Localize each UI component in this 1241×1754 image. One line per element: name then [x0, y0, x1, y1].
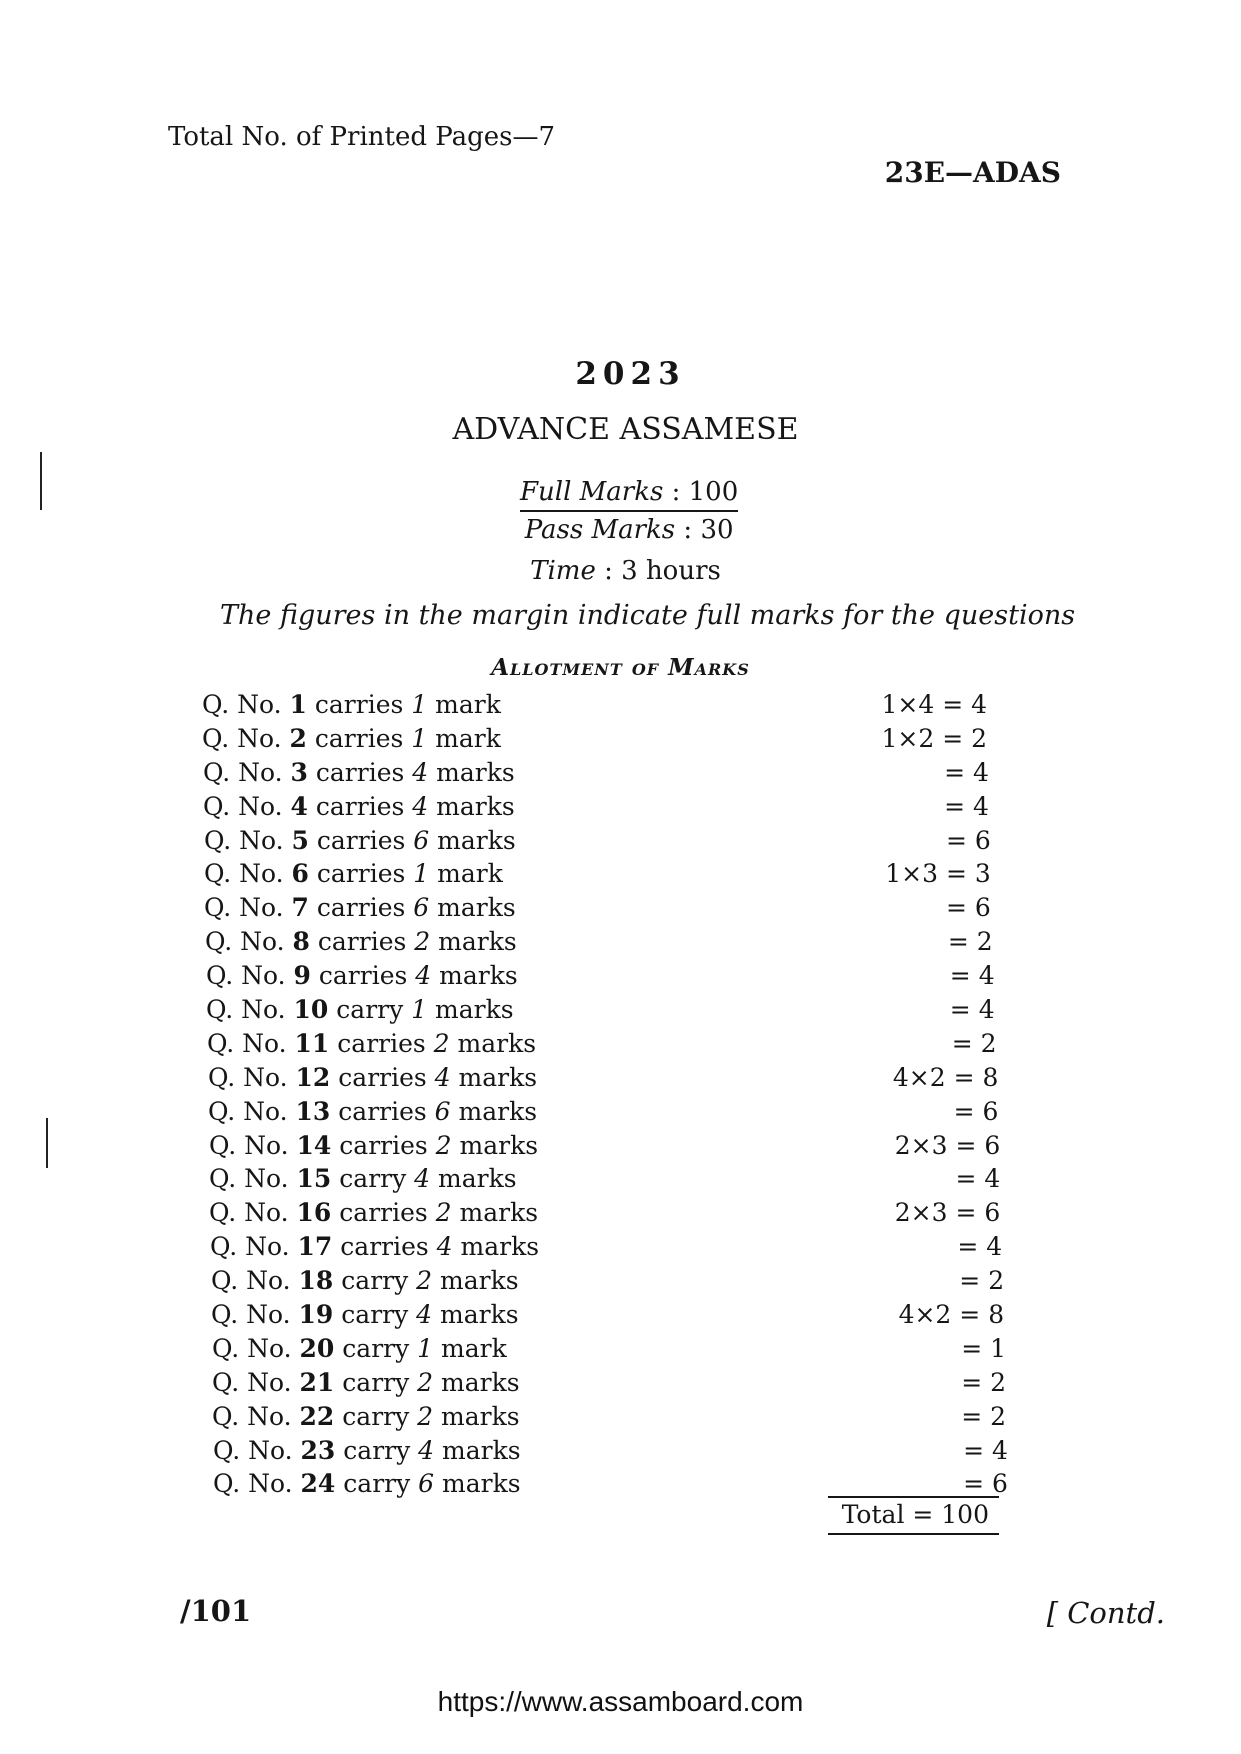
question-verb: carries	[318, 961, 408, 991]
question-mark-count: 4	[418, 1435, 435, 1465]
question-mark-unit: mark	[435, 690, 501, 719]
website-url: https://www.assamboard.com	[437, 1686, 804, 1717]
marks-value: 2	[976, 927, 993, 957]
question-mark-count: 1	[417, 1333, 434, 1363]
question-mark-unit: marks	[460, 1232, 540, 1262]
question-verb: carry	[339, 1164, 407, 1194]
scan-margin-mark	[46, 1118, 48, 1168]
question-mark-unit: marks	[439, 961, 518, 991]
question-mark-count: 6	[418, 1469, 435, 1499]
question-mark-count: 6	[413, 893, 430, 923]
allotment-marks-row	[881, 1298, 1004, 1332]
question-verb: carries	[314, 723, 404, 753]
question-prefix: Q. No.	[212, 1333, 292, 1363]
allotment-row	[202, 756, 539, 790]
question-prefix: Q. No.	[209, 1198, 289, 1228]
allotment-marks-row	[881, 824, 990, 858]
question-mark-count: 1	[413, 859, 430, 889]
question-mark-unit: marks	[458, 1062, 538, 1092]
marks-calculation: =	[945, 893, 967, 923]
allotment-marks-row	[881, 1400, 1006, 1434]
allotment-row	[202, 891, 539, 925]
marks-calculation: =	[963, 1469, 985, 1499]
question-number: 18	[298, 1266, 334, 1296]
question-verb: carries	[316, 893, 406, 923]
marks-calculation: 2×3 =	[894, 1130, 977, 1160]
marks-calculation: 1×4 =	[881, 690, 964, 719]
page-code: /101	[180, 1594, 252, 1628]
question-mark-unit: marks	[438, 1164, 517, 1194]
question-number: 10	[293, 995, 329, 1025]
allotment-row	[202, 1196, 539, 1230]
question-prefix: Q. No.	[212, 1401, 292, 1431]
question-number: 19	[298, 1300, 334, 1330]
allotment-marks-row	[881, 925, 992, 959]
question-mark-unit: mark	[441, 1333, 507, 1363]
marks-calculation: =	[961, 1401, 983, 1431]
marks-value: 6	[982, 1096, 999, 1126]
marks-calculation: 4×2 =	[892, 1062, 975, 1092]
question-mark-unit: marks	[441, 1401, 520, 1431]
marks-calculation: =	[947, 927, 969, 957]
question-prefix: Q. No.	[211, 1266, 291, 1296]
allotment-marks-row	[881, 1366, 1006, 1400]
question-number: 9	[293, 961, 311, 991]
marks-calculation: =	[963, 1435, 985, 1465]
question-mark-count: 2	[435, 1130, 452, 1160]
marks-value: 3	[974, 859, 991, 889]
marks-calculation: =	[959, 1266, 981, 1296]
question-verb: carries	[337, 1028, 426, 1058]
allotment-row	[202, 1095, 539, 1129]
question-number: 24	[300, 1469, 336, 1499]
allotment-row	[202, 1061, 539, 1095]
allotment-row	[202, 824, 539, 858]
question-number: 3	[290, 757, 308, 787]
question-prefix: Q. No.	[211, 1300, 291, 1330]
allotment-marks-row	[881, 1027, 996, 1061]
question-mark-unit: marks	[441, 1367, 520, 1397]
question-prefix: Q. No.	[208, 1062, 288, 1092]
question-number: 20	[299, 1333, 335, 1363]
question-number: 6	[291, 859, 309, 889]
question-verb: carries	[339, 1198, 428, 1228]
question-verb: carry	[343, 1435, 411, 1465]
marks-box	[520, 474, 738, 548]
allotment-marks-row	[881, 1129, 1000, 1163]
question-verb: carry	[343, 1469, 411, 1499]
question-mark-count: 4	[436, 1232, 453, 1262]
question-verb: carries	[338, 1062, 427, 1092]
question-verb: carry	[336, 995, 404, 1025]
question-prefix: Q. No.	[209, 1130, 289, 1160]
allotment-marks-row	[881, 1061, 998, 1095]
allotment-row	[202, 1332, 539, 1366]
marks-value: 4	[972, 791, 989, 821]
question-verb: carry	[342, 1333, 410, 1363]
allotment-marks-row	[881, 1434, 1007, 1468]
marks-value: 2	[990, 1401, 1006, 1431]
allotment-marks-row	[881, 891, 990, 925]
allotment-heading: Allotment of Marks	[491, 654, 750, 681]
question-prefix: Q. No.	[206, 961, 286, 991]
question-mark-unit: marks	[459, 1130, 539, 1160]
marks-value: 2	[990, 1367, 1006, 1397]
allotment-marks-row	[881, 993, 994, 1027]
marks-value: 4	[978, 995, 995, 1025]
question-number: 1	[289, 690, 307, 719]
question-prefix: Q. No.	[213, 1435, 293, 1465]
question-prefix: Q. No.	[213, 1469, 293, 1499]
question-prefix: Q. No.	[209, 1164, 289, 1194]
time-label: Time	[530, 556, 596, 586]
question-prefix: Q. No.	[203, 757, 283, 787]
marks-calculation: =	[961, 1333, 983, 1363]
marks-value: 4	[991, 1435, 1008, 1465]
marks-value: 4	[984, 1164, 1001, 1194]
question-prefix: Q. No.	[205, 927, 285, 957]
question-mark-count: 2	[417, 1367, 434, 1397]
question-prefix: Q. No.	[204, 825, 284, 855]
allotment-marks-row	[881, 1162, 1000, 1196]
question-mark-count: 4	[412, 757, 429, 787]
question-prefix: Q. No.	[204, 893, 284, 923]
marks-value: 6	[974, 893, 991, 923]
question-verb: carries	[314, 690, 404, 719]
allotment-row	[202, 1230, 539, 1264]
question-mark-unit: marks	[459, 1198, 539, 1228]
question-number: 17	[297, 1232, 333, 1262]
question-mark-count: 2	[417, 1401, 434, 1431]
question-mark-count: 1	[411, 690, 428, 719]
question-number: 12	[295, 1062, 331, 1092]
question-mark-count: 1	[411, 723, 428, 753]
allotment-marks-row	[881, 1196, 1000, 1230]
allotment-marks-row	[881, 959, 994, 993]
allotment-marks-row	[881, 857, 990, 891]
marks-value: 2	[988, 1266, 1005, 1296]
allotment-row	[202, 1162, 539, 1196]
allotment-row	[202, 688, 539, 722]
question-mark-unit: marks	[458, 1096, 538, 1126]
allotment-marks-row	[881, 1264, 1004, 1298]
allotment-row	[202, 1129, 539, 1163]
question-mark-unit: marks	[440, 1266, 519, 1296]
question-verb: carries	[317, 927, 407, 957]
marks-calculation: =	[951, 1028, 973, 1058]
question-verb: carries	[316, 825, 406, 855]
question-mark-count: 6	[434, 1096, 451, 1126]
marks-calculation: =	[961, 1367, 983, 1397]
question-mark-count: 4	[412, 791, 429, 821]
question-mark-unit: mark	[435, 723, 501, 753]
question-mark-unit: marks	[437, 893, 516, 923]
marks-value: 6	[984, 1130, 1001, 1160]
allotment-row	[202, 1298, 539, 1332]
pass-marks-label: Pass Marks	[524, 515, 676, 545]
question-prefix: Q. No.	[207, 1028, 287, 1058]
question-prefix: Q. No.	[202, 690, 282, 719]
question-prefix: Q. No.	[210, 1232, 290, 1262]
full-marks-value: : 100	[671, 477, 739, 507]
question-number: 7	[291, 893, 309, 923]
marks-calculation: =	[945, 825, 967, 855]
instruction: The figures in the margin indicate full marks for the questions	[220, 600, 1076, 631]
question-verb: carries	[315, 791, 405, 821]
pass-marks-value: : 30	[683, 515, 734, 545]
marks-calculation: =	[957, 1232, 979, 1262]
printed-pages-note: Total No. of Printed Pages—7	[168, 122, 555, 152]
allotment-row	[202, 790, 539, 824]
question-mark-unit: marks	[436, 791, 515, 821]
allotment-row	[202, 959, 539, 993]
question-number: 16	[296, 1198, 332, 1228]
question-verb: carry	[342, 1401, 410, 1431]
question-verb: carry	[342, 1367, 410, 1397]
question-verb: carries	[338, 1096, 427, 1126]
question-mark-unit: marks	[442, 1469, 521, 1499]
question-mark-count: 4	[415, 961, 432, 991]
allotment-marks-row	[881, 722, 987, 756]
allotment-marks-row	[881, 688, 987, 722]
marks-value: 6	[974, 825, 991, 855]
marks-value: 6	[991, 1469, 1008, 1499]
paper-code: 23E—ADAS	[884, 156, 1061, 189]
question-prefix: Q. No.	[204, 859, 284, 889]
pass-marks	[520, 512, 738, 548]
question-mark-count: 1	[411, 995, 428, 1025]
question-mark-unit: marks	[457, 1028, 537, 1058]
question-number: 14	[296, 1130, 332, 1160]
question-mark-count: 6	[413, 825, 430, 855]
question-prefix: Q. No.	[203, 791, 283, 821]
question-verb: carries	[315, 757, 405, 787]
marks-value: 2	[971, 723, 987, 753]
marks-calculation: =	[944, 791, 966, 821]
question-mark-count: 4	[434, 1062, 451, 1092]
marks-calculation: =	[949, 961, 971, 991]
question-prefix: Q. No.	[212, 1367, 292, 1397]
question-mark-unit: marks	[442, 1435, 521, 1465]
exam-time	[0, 556, 1241, 586]
marks-calculation: 1×2 =	[881, 723, 964, 753]
question-number: 15	[296, 1164, 332, 1194]
question-verb: carry	[341, 1300, 409, 1330]
question-verb: carries	[339, 1130, 428, 1160]
question-mark-count: 4	[416, 1300, 433, 1330]
marks-value: 4	[986, 1232, 1003, 1262]
question-mark-count: 2	[414, 927, 431, 957]
allotment-row	[202, 925, 539, 959]
marks-value: 2	[980, 1028, 997, 1058]
allotment-row	[202, 722, 539, 756]
question-mark-count: 2	[416, 1266, 433, 1296]
question-mark-unit: marks	[435, 995, 514, 1025]
marks-calculation: 2×3 =	[894, 1198, 977, 1228]
marks-calculation: =	[953, 1096, 975, 1126]
marks-calculation: 1×3 =	[885, 859, 967, 889]
marks-value: 8	[988, 1300, 1005, 1330]
allotment-marks-row	[881, 1332, 1006, 1366]
question-number: 8	[292, 927, 310, 957]
full-marks	[520, 474, 738, 512]
question-mark-unit: marks	[438, 927, 517, 957]
question-number: 13	[295, 1096, 331, 1126]
allotment-marks-row	[881, 756, 988, 790]
marks-calculation: =	[955, 1164, 977, 1194]
total-marks: Total = 100	[828, 1496, 999, 1535]
allotment-row	[202, 1434, 539, 1468]
question-number: 4	[290, 791, 308, 821]
allotment-row	[202, 1400, 539, 1434]
marks-calculation: =	[944, 757, 966, 787]
question-number: 23	[300, 1435, 336, 1465]
marks-value: 4	[971, 690, 987, 719]
exam-year: 2023	[575, 356, 686, 392]
time-value: : 3 hours	[604, 556, 721, 586]
marks-value: 8	[982, 1062, 999, 1092]
allotment-row	[202, 1027, 539, 1061]
question-mark-unit: marks	[440, 1300, 519, 1330]
question-mark-unit: marks	[436, 757, 515, 787]
marks-value: 1	[990, 1333, 1006, 1363]
marks-calculation: =	[949, 995, 971, 1025]
question-prefix: Q. No.	[206, 995, 286, 1025]
marks-calculation: 4×2 =	[898, 1300, 981, 1330]
question-verb: carries	[316, 859, 406, 889]
question-mark-count: 4	[414, 1164, 431, 1194]
question-number: 2	[289, 723, 307, 753]
exam-subject: ADVANCE ASSAMESE	[452, 412, 799, 447]
question-number: 11	[294, 1028, 330, 1058]
contd-note: [ Contd.	[1046, 1596, 1165, 1630]
question-mark-count: 2	[433, 1028, 450, 1058]
full-marks-label: Full Marks	[520, 477, 664, 507]
marks-value: 6	[984, 1198, 1001, 1228]
allotment-question-list	[202, 688, 539, 1501]
allotment-marks-row	[881, 790, 988, 824]
marks-value: 4	[972, 757, 989, 787]
question-mark-count: 2	[435, 1198, 452, 1228]
question-prefix: Q. No.	[202, 723, 282, 753]
allotment-row	[202, 1264, 539, 1298]
question-mark-unit: marks	[437, 825, 516, 855]
allotment-row	[202, 993, 539, 1027]
question-prefix: Q. No.	[208, 1096, 288, 1126]
question-number: 5	[291, 825, 309, 855]
question-number: 21	[299, 1367, 335, 1397]
allotment-row	[202, 857, 539, 891]
marks-value: 4	[978, 961, 995, 991]
question-verb: carries	[340, 1232, 429, 1262]
allotment-row	[202, 1366, 539, 1400]
question-number: 22	[299, 1401, 335, 1431]
scan-margin-mark	[40, 452, 42, 510]
allotment-row	[202, 1467, 539, 1501]
allotment-marks-row	[881, 1230, 1002, 1264]
allotment-marks-row	[881, 1095, 998, 1129]
question-verb: carry	[341, 1266, 409, 1296]
question-mark-unit: mark	[437, 859, 503, 889]
allotment-marks-list	[881, 688, 1008, 1501]
